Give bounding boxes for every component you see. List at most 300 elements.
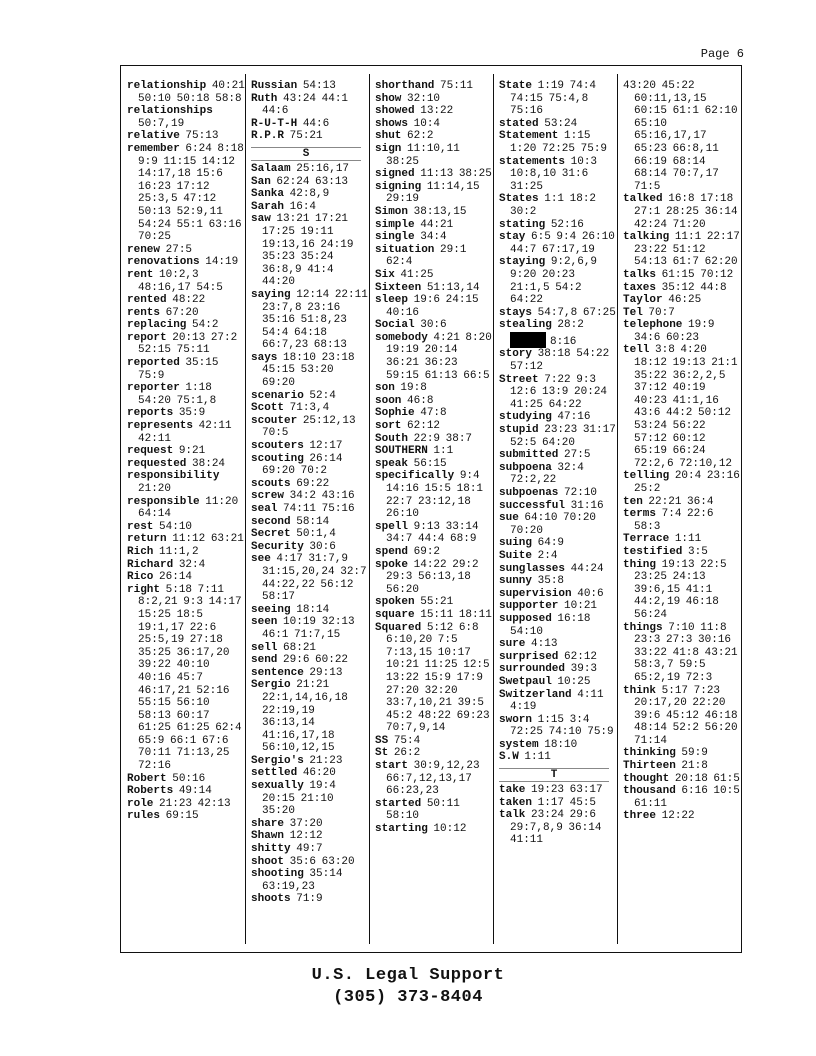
index-word: scenario xyxy=(251,389,304,402)
index-entry xyxy=(375,80,493,93)
index-entry xyxy=(375,433,493,446)
page-line-refs: 29:13 xyxy=(309,666,343,679)
index-word: saying xyxy=(251,288,291,301)
index-entry xyxy=(251,541,369,554)
page-line-refs: 40:21 50:10 50:18 58:8 xyxy=(138,80,245,105)
page-line-refs: 11:1,2 xyxy=(159,545,199,558)
page-line-refs: 14:19 xyxy=(205,256,239,269)
index-word: surrounded xyxy=(499,663,566,676)
page-line-refs: 67:20 xyxy=(165,306,199,319)
page-line-refs: 19:9 34:6 60:23 xyxy=(634,319,715,344)
page-line-refs: 27:5 xyxy=(564,449,591,462)
index-word: S.W xyxy=(499,751,519,764)
index-entry xyxy=(127,785,245,798)
index-word: seeing xyxy=(251,603,291,616)
page-line-refs: 30:9,12,23 66:7,12,13,17 66:23,23 xyxy=(386,760,480,798)
index-entry xyxy=(127,571,245,584)
index-word: Terrace xyxy=(623,533,670,546)
page-line-refs: 9:13 33:14 34:7 44:4 68:9 xyxy=(386,520,479,546)
index-entry xyxy=(499,809,617,847)
index-word: sleep xyxy=(375,294,409,307)
page-line-refs: 30:6 xyxy=(420,319,447,332)
page-line-refs: 44:6 xyxy=(302,117,330,130)
page-line-refs: 21:20 xyxy=(138,483,172,495)
index-entry xyxy=(375,395,493,408)
page-line-refs: 47:8 xyxy=(420,407,447,420)
index-word: stating xyxy=(499,218,546,231)
page-line-refs: 6:5 9:4 26:10 44:7 67:17,19 xyxy=(510,231,615,256)
index-word: Switzerland xyxy=(499,688,572,701)
index-word: shorthand xyxy=(375,80,435,92)
index-word: send xyxy=(251,654,278,667)
page-line-refs: 4:13 xyxy=(531,638,558,651)
index-entry xyxy=(623,810,741,823)
page-line-refs: 5:17 7:23 20:17,20 22:20 39:6 45:12 46:18 48:14 52:2 56:20 71:14 xyxy=(634,684,738,747)
index-word: saw xyxy=(251,213,271,226)
page-line-refs: 23:23 31:17 52:5 64:20 xyxy=(510,424,616,449)
index-word: taken xyxy=(499,796,533,809)
index-word: spend xyxy=(375,545,409,558)
index-word: San xyxy=(251,175,271,188)
page-line-refs: 55:21 xyxy=(420,596,454,609)
index-word: Roberts xyxy=(127,785,174,798)
index-entry xyxy=(251,503,369,516)
index-entry xyxy=(251,604,369,617)
index-word: R.P.R xyxy=(251,130,285,143)
index-entry xyxy=(127,332,245,357)
index-entry xyxy=(251,868,369,893)
page-line-refs: 19:6 24:15 40:16 xyxy=(386,294,479,319)
index-word: Sanka xyxy=(251,188,285,201)
page-line-refs: 50:1,4 xyxy=(296,528,336,541)
index-word: somebody xyxy=(375,331,428,344)
index-word: South xyxy=(375,432,409,445)
index-word: supporter xyxy=(499,600,559,613)
section-letter: T xyxy=(499,768,609,782)
index-word: renovations xyxy=(127,256,200,269)
index-entry xyxy=(499,613,617,638)
index-word: sunny xyxy=(499,575,533,588)
page-line-refs: 39:3 xyxy=(570,663,598,676)
index-word: spoke xyxy=(375,558,409,571)
index-entry xyxy=(375,219,493,232)
index-entry xyxy=(623,470,741,495)
index-entry xyxy=(623,344,741,470)
index-entry xyxy=(251,654,369,667)
page-line-refs: 1:15 1:20 72:25 75:9 xyxy=(510,130,608,155)
page-line-refs: 74:11 75:16 xyxy=(283,503,355,515)
page-line-refs: 43:20 45:22 60:11,13,15 60:15 61:1 62:10 65:10 65:16,17,17 65:23 66:8,11 66:19 68:14 68:14 70:7,17 71:5 xyxy=(623,80,738,193)
page-line-refs: 25:12,13 70:5 xyxy=(262,414,356,440)
index-entry xyxy=(375,420,493,433)
index-entry xyxy=(499,500,617,513)
index-word: terms xyxy=(623,508,657,521)
index-entry xyxy=(623,559,741,622)
page-line-refs: 35:14 63:19,23 xyxy=(262,868,343,893)
index-entry xyxy=(251,440,369,453)
page-line-refs: 62:2 xyxy=(407,130,434,143)
page-line-refs: 31:16 xyxy=(570,499,604,512)
index-entry xyxy=(251,402,369,415)
index-word: sell xyxy=(251,641,278,654)
index-entry xyxy=(251,213,369,289)
index-word: Taylor xyxy=(623,294,663,307)
index-entry xyxy=(499,80,617,118)
index-word: things xyxy=(623,621,663,634)
index-word: situation xyxy=(375,243,435,256)
index-entry xyxy=(127,407,245,420)
index-word: remember xyxy=(127,142,180,155)
index-word: staying xyxy=(499,256,546,269)
page-line-refs: 23:24 29:6 29:7,8,9 36:14 41:11 xyxy=(510,809,602,847)
index-word: thing xyxy=(623,558,657,571)
index-word: rules xyxy=(127,810,161,823)
page-line-refs: 15:11 18:11 xyxy=(420,608,492,621)
index-word: screw xyxy=(251,490,285,503)
index-word: reporter xyxy=(127,382,180,395)
index-entry xyxy=(375,282,493,295)
page-line-refs: 22:21 36:4 xyxy=(648,495,714,508)
index-entry xyxy=(251,780,369,818)
page-line-refs: 10:3 10:8,10 31:6 31:25 xyxy=(510,155,598,193)
index-word: scouting xyxy=(251,452,304,465)
page-line-refs: 13:21 17:21 17:25 19:11 19:13,16 24:19 35:23 35:24 36:8,9 41:4 44:20 xyxy=(262,213,354,289)
index-word: rest xyxy=(127,520,154,533)
index-word: right xyxy=(127,583,161,596)
index-word: share xyxy=(251,817,285,830)
index-entry xyxy=(499,512,617,537)
index-word: Security xyxy=(251,540,304,553)
index-entry xyxy=(375,823,493,836)
footer-phone: (305) 373-8404 xyxy=(333,988,483,1007)
index-entry xyxy=(375,130,493,143)
index-word: sue xyxy=(499,512,519,525)
index-word: subpoena xyxy=(499,461,552,474)
index-entry xyxy=(375,118,493,131)
index-word: simple xyxy=(375,218,415,231)
index-entry xyxy=(499,751,617,764)
index-entry xyxy=(127,130,245,143)
column-divider xyxy=(245,74,246,944)
index-word: R-U-T-H xyxy=(251,117,298,130)
index-entry xyxy=(251,176,369,189)
index-entry xyxy=(127,244,245,257)
index-word: three xyxy=(623,810,657,823)
index-word: renew xyxy=(127,243,161,256)
index-word: Six xyxy=(375,268,395,281)
page-line-refs: 10:21 xyxy=(564,600,598,613)
index-entry xyxy=(623,785,741,810)
page-line-refs: 56:15 xyxy=(413,457,447,470)
index-entry xyxy=(499,714,617,739)
index-word: tell xyxy=(623,344,650,357)
page-line-refs: 26:2 xyxy=(393,747,421,760)
page-line-refs: 38:18 54:22 57:12 xyxy=(510,348,610,374)
section-letter: S xyxy=(251,147,361,161)
index-word: studying xyxy=(499,411,552,424)
index-word: second xyxy=(251,515,291,528)
index-word: Sophie xyxy=(375,407,415,420)
word-index-frame xyxy=(120,65,742,953)
index-entry xyxy=(499,575,617,588)
page-line-refs: 5:18 7:11 8:2,21 9:3 14:17 15:25 18:5 19:1,17 22:6 25:5,19 27:18 35:25 36:17,20 39:22 40:10 40:16 45:7 46:17,21 52:16 55:15 56:10 58:13 60:17 61:25 61:25 62:4 65:9 66:1 67:6 70:11 71:13,25 72:16 xyxy=(138,583,242,773)
index-word: take xyxy=(499,784,526,797)
index-word: Suite xyxy=(499,549,533,562)
index-entry xyxy=(375,546,493,559)
page-line-refs: 59:9 xyxy=(681,747,708,760)
index-column-2 xyxy=(251,80,369,944)
index-word: Rico xyxy=(127,571,154,584)
page-line-refs: 14:22 29:2 29:3 56:13,18 56:20 xyxy=(386,558,479,596)
page-line-refs: 1:11 xyxy=(674,533,702,546)
page-line-refs: 49:7 xyxy=(296,843,323,856)
page-line-refs: 54:7,8 67:25 xyxy=(537,306,616,319)
index-word: rents xyxy=(127,306,161,319)
index-entry xyxy=(499,487,617,500)
page-line-refs: 32:4 72:2,22 xyxy=(510,461,584,487)
index-entry xyxy=(127,80,245,105)
index-word: see xyxy=(251,553,271,566)
page-line-refs: 12:12 xyxy=(289,830,323,843)
page-line-refs: 61:15 70:12 xyxy=(661,268,734,281)
page-line-refs: 35:12 44:8 xyxy=(661,281,727,294)
index-entry xyxy=(375,143,493,168)
index-entry xyxy=(623,533,741,546)
page-line-refs: 1:1 xyxy=(433,445,454,458)
index-entry xyxy=(127,559,245,572)
index-entry xyxy=(375,747,493,760)
page-line-refs: 4:17 31:7,9 31:15,20,24 32:7 44:22,22 56:12 58:17 xyxy=(262,553,367,604)
index-entry xyxy=(127,105,245,130)
page-line-refs: 11:12 63:21 xyxy=(172,533,244,546)
page-line-refs: 7:22 9:3 12:6 13:9 20:24 41:25 64:22 xyxy=(510,373,608,411)
index-entry xyxy=(127,357,245,382)
index-word: relationship xyxy=(127,80,207,92)
page-line-refs: 18:10 23:18 45:15 53:20 69:20 xyxy=(262,351,355,390)
index-word: responsible xyxy=(127,495,200,508)
index-entry xyxy=(375,735,493,748)
index-entry xyxy=(499,193,617,218)
index-entry xyxy=(623,269,741,282)
page-line-refs: 4:11 4:19 xyxy=(510,688,604,714)
index-entry xyxy=(623,496,741,509)
index-entry xyxy=(251,843,369,856)
index-word: talking xyxy=(623,231,670,244)
index-entry xyxy=(251,453,369,478)
index-word: stealing xyxy=(499,319,552,332)
index-word: Sarah xyxy=(251,200,285,213)
index-word: stated xyxy=(499,117,539,130)
index-entry xyxy=(127,294,245,307)
page-line-refs: 34:4 xyxy=(420,231,447,244)
index-word: think xyxy=(623,684,657,697)
index-word: suing xyxy=(499,537,533,550)
page-line-refs: 22:9 38:7 xyxy=(413,432,473,445)
index-entry xyxy=(127,546,245,559)
index-entry xyxy=(375,206,493,219)
index-entry xyxy=(375,269,493,282)
index-word: Squared xyxy=(375,621,422,634)
index-entry xyxy=(375,319,493,332)
index-entry xyxy=(623,294,741,307)
index-entry xyxy=(375,798,493,823)
page-line-refs: 58:14 xyxy=(296,515,330,528)
page-line-refs: 47:16 xyxy=(557,411,591,424)
index-entry xyxy=(251,118,369,131)
index-word: SOUTHERN xyxy=(375,445,428,458)
index-word: soon xyxy=(375,394,402,407)
index-entry xyxy=(251,767,369,780)
index-entry xyxy=(499,374,617,412)
page-line-refs: 18:10 xyxy=(544,738,578,751)
index-entry xyxy=(499,449,617,462)
index-entry xyxy=(499,130,617,155)
index-word: signed xyxy=(375,168,415,181)
index-word: spell xyxy=(375,520,409,533)
index-word: Tel xyxy=(623,306,643,319)
index-word: talk xyxy=(499,809,526,822)
index-entry xyxy=(375,445,493,458)
page-line-refs: 48:22 xyxy=(172,294,206,307)
index-entry xyxy=(499,411,617,424)
index-entry xyxy=(375,332,493,382)
page-line-refs: 34:2 43:16 xyxy=(289,490,355,503)
page-line-refs: 13:22 xyxy=(420,105,454,118)
index-entry xyxy=(127,269,245,294)
index-entry xyxy=(623,193,741,231)
page-line-refs: 11:20 64:14 xyxy=(138,495,239,521)
page-line-refs: 35:6 63:20 xyxy=(289,855,355,868)
index-word: scouter xyxy=(251,414,298,427)
index-word: surprised xyxy=(499,650,559,663)
page-line-refs: 1:1 18:2 30:2 xyxy=(510,193,597,218)
index-word: sentence xyxy=(251,666,304,679)
index-word: represents xyxy=(127,420,194,433)
index-entry xyxy=(623,231,741,269)
index-entry xyxy=(251,188,369,201)
index-entry xyxy=(251,830,369,843)
page-line-refs: 12:17 xyxy=(309,440,343,453)
page-line-refs: 19:4 20:15 21:10 35:20 xyxy=(262,780,336,818)
index-word: starting xyxy=(375,823,428,836)
page-line-refs: 35:8 xyxy=(537,575,565,588)
index-entry xyxy=(499,651,617,664)
page-line-refs: 46:20 xyxy=(302,767,336,780)
page-line-refs: 70:7 xyxy=(648,306,675,319)
page-line-refs: 62:12 xyxy=(564,650,598,663)
index-word: story xyxy=(499,348,533,361)
index-entry xyxy=(375,407,493,420)
page-line-refs: 28:2 xyxy=(557,319,584,332)
index-word: Swetpaul xyxy=(499,675,552,688)
index-entry xyxy=(251,856,369,869)
page-line-refs: 38:13,15 xyxy=(413,205,467,218)
index-word: shut xyxy=(375,130,402,143)
page-line-refs: 51:13,14 xyxy=(426,281,480,294)
page-line-refs: 20:13 27:2 52:15 75:11 xyxy=(138,331,238,357)
page-line-refs: 7:4 22:6 58:3 xyxy=(634,508,714,533)
page-line-refs: 7:10 11:8 23:3 27:3 30:16 33:22 41:8 43:21 58:3,7 59:5 65:2,19 72:3 xyxy=(634,621,738,684)
index-word: Social xyxy=(375,319,415,332)
index-entry xyxy=(375,168,493,181)
page-line-refs: 11:13 38:25 xyxy=(420,168,492,181)
page-line-refs: 21:23 xyxy=(309,754,343,767)
index-word: telling xyxy=(623,470,670,483)
page-line-refs: 52:4 xyxy=(309,389,336,402)
index-entry xyxy=(499,156,617,194)
page-line-refs: 21:23 42:13 xyxy=(159,797,231,810)
index-word: States xyxy=(499,193,539,206)
index-word: relationships xyxy=(127,105,213,118)
index-word: report xyxy=(127,331,167,344)
index-word: settled xyxy=(251,767,298,780)
index-entry xyxy=(375,458,493,471)
page-line-refs: 11:1 22:17 23:22 51:12 54:13 61:7 62:20 xyxy=(634,231,740,269)
page-line-refs: 42:8,9 xyxy=(289,188,330,201)
page-line-refs: 26:14 69:20 70:2 xyxy=(262,452,343,478)
index-entry xyxy=(499,663,617,676)
index-entry xyxy=(623,747,741,760)
index-word: signing xyxy=(375,180,422,193)
index-entry xyxy=(375,231,493,244)
index-word: reports xyxy=(127,407,174,420)
page-line-refs: 38:24 xyxy=(192,457,226,470)
index-entry xyxy=(251,289,369,352)
index-entry xyxy=(251,667,369,680)
page-line-refs: 64:9 xyxy=(537,537,565,550)
page-line-refs: 69:22 xyxy=(296,477,330,490)
page-line-refs: 44:21 xyxy=(420,218,454,231)
page-line-refs: 9:21 xyxy=(178,445,206,458)
index-word: scouters xyxy=(251,440,304,453)
page-line-refs: 21:21 22:1,14,16,18 22:19,19 36:13,14 41:16,17,18 56:10,12,15 xyxy=(262,679,348,755)
index-word: replacing xyxy=(127,319,187,332)
page-line-refs: 30:6 xyxy=(309,540,336,553)
index-entry xyxy=(499,219,617,232)
page-line-refs: 1:19 74:4 74:15 75:4,8 75:16 xyxy=(510,80,597,118)
page-line-refs: 10:4 xyxy=(413,117,441,130)
page-line-refs: 53:24 xyxy=(544,117,578,130)
index-entry xyxy=(623,546,741,559)
page-line-refs: 40:6 xyxy=(577,587,604,600)
page-line-refs: 35:9 xyxy=(178,407,206,420)
index-word: talks xyxy=(623,268,657,281)
index-word: says xyxy=(251,351,278,364)
index-entry xyxy=(375,760,493,798)
index-word: Rich xyxy=(127,545,154,558)
index-entry xyxy=(499,563,617,576)
page-line-refs: 41:25 xyxy=(400,268,434,281)
footer-company: U.S. Legal Support xyxy=(311,966,505,985)
index-word: sunglasses xyxy=(499,562,566,575)
page-line-refs: 62:12 xyxy=(407,420,441,433)
page-line-refs: 18:14 xyxy=(296,603,330,616)
page-line-refs: 50:16 xyxy=(172,772,206,785)
index-word: responsibility xyxy=(127,470,220,483)
index-entry xyxy=(375,244,493,269)
page-line-refs: 2:4 xyxy=(537,549,558,562)
index-entry xyxy=(251,80,369,93)
index-entry xyxy=(375,294,493,319)
page-line-refs: 1:15 3:4 72:25 74:10 75:9 xyxy=(510,713,614,739)
page-line-refs: 43:24 44:1 44:6 xyxy=(262,92,349,118)
index-entry xyxy=(127,470,245,495)
page-line-refs: 9:4 14:16 15:5 18:1 22:7 23:12,18 26:10 xyxy=(386,470,484,521)
index-entry xyxy=(499,424,617,449)
page-line-refs: 49:14 xyxy=(178,785,212,798)
index-word: seen xyxy=(251,616,278,629)
page-line-refs: 75:11 xyxy=(440,80,474,92)
